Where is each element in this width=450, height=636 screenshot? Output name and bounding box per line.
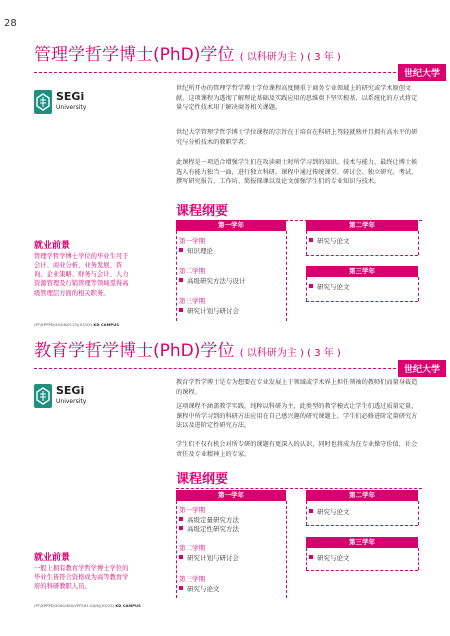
intro-paragraph: 教育学哲学博士是专为想要在专业发展上于领域或学术界上担任领袖的教师们而量身裁造的课程。 [176,379,418,396]
column-border [306,548,307,570]
term-label: 第三学期 [179,297,205,305]
program-code: (PT/KPPPD/343/8/0113)(03/25) KD CAMPUS [34,322,119,327]
program-title [34,336,341,361]
bullet-icon [179,248,183,252]
brand-tag: 世纪大学 [398,360,446,377]
course-item: 研究与论文 [309,282,350,291]
program-title-text: 管理学哲学博士(PhD)学位 [34,45,235,65]
column-border [306,277,307,301]
career-text: 一般上拥有教育学哲学博士学位的毕业生皆符合资格成为高等教育学府的科研教职人员。 [34,565,129,591]
year2-header: 第二学年 [306,490,418,501]
year1-header: 第一学年 [176,220,286,231]
segi-logo [34,382,92,412]
intro-paragraph: 这项课程不涵盖教学实践，纯粹以科研为主，此类型的教学模式让学生们透过质量定量、课程中所学习到的科研方法应用在自己感兴趣的研究课题上。学生们必修进阶定量研究方法以及进阶定性研究方法。 [176,403,418,430]
bullet-icon [179,517,183,521]
term-label: 第二学期 [179,544,205,552]
title-divider [34,72,446,73]
syllabus-title: 课程纲要 [176,472,229,487]
year3-header: 第三学年 [306,266,418,277]
year1-header: 第一学年 [176,490,286,501]
course-item: 知识理论 [179,246,213,255]
bullet-icon [179,526,183,530]
logo-subtext: University [56,398,87,405]
term-label: 第一学期 [179,506,205,514]
bullet-icon [309,238,313,242]
column-border [306,525,418,526]
column-border [176,231,177,321]
column-border [418,501,419,525]
column-border [306,231,307,255]
segi-emblem-icon [34,384,52,408]
column-border [286,231,287,321]
column-border [176,501,177,598]
segi-emblem-icon [34,90,52,114]
brand-tag: 世纪大学 [398,64,446,81]
column-border [418,548,419,570]
bullet-icon [179,308,183,312]
course-item: 研究与论文 [309,553,350,562]
page-number: 28 [4,18,17,29]
bullet-icon [179,586,183,590]
logo-name: SEGi [56,384,85,397]
syllabus-divider [176,488,422,489]
term-label: 第二学期 [179,267,205,275]
intro-paragraph: 世纪所开办的管理学哲学博士学位课程高度侧重于商务专业领域上的研究或学术原创文献。这项课程为透彻了解理论基础及实践应用的思维奠下坚实根基，以系统化的方式将定量与定性技术用于解决商务相关课题。 [176,85,418,112]
bullet-icon [179,555,183,559]
column-border [306,501,307,525]
column-border [306,301,418,302]
bullet-icon [309,284,313,288]
career-text: 管理学哲学博士学位的毕业生可于会计、商业分析、业务发展、咨询、企业策略、财务与会计、人力资源管理及行销管理等领域觅得高级管理层方面的相关职务。 [34,253,129,297]
column-border [306,570,418,571]
term-label: 第三学期 [179,575,205,583]
course-item: 研究与论文 [179,584,220,593]
course-item: 研究计划与研讨会 [179,553,239,562]
course-item: 高级定量研究方法 [179,515,239,524]
year3-header: 第三学年 [306,537,418,548]
course-item: 高级研究方法与设计 [179,276,246,285]
column-border [306,255,418,256]
logo-subtext: University [56,104,87,111]
career-heading: 就业前景 [34,241,71,251]
logo-name: SEGi [56,90,85,103]
program-code: (PT/KPPPD/3000/480/VPP181.0A/6)(03/25) KD CAMPUS [34,603,141,608]
title-divider [34,368,446,369]
segi-logo [34,88,92,118]
course-item: 研究计划与研讨会 [179,306,239,315]
program-title-text: 教育学哲学博士(PhD)学位 [34,341,235,361]
year2-header: 第二学年 [306,220,418,231]
program-subtitle: ( 以科研为主 ) ( 3 年 ) [239,52,341,63]
course-item: 研究与论文 [309,507,350,516]
program-subtitle: ( 以科研为主 ) ( 3 年 ) [239,348,341,359]
bullet-icon [309,555,313,559]
column-border [286,501,287,598]
bullet-icon [179,278,183,282]
course-item: 研究与论文 [309,236,350,245]
column-border [418,231,419,255]
column-border [418,277,419,301]
course-item: 高级定性研究方法 [179,524,239,533]
intro-paragraph: 世纪大学管理学哲学博士学位课程的宗旨在于培育在科研上驾轻就熟并且拥有高水平的研究与分析技术的教职学者。 [176,129,418,146]
syllabus-title: 课程纲要 [176,204,229,219]
career-heading: 就业前景 [34,553,71,563]
term-label: 第一学期 [179,237,205,245]
intro-paragraph: 学生们不仅有机会对所专研的课题有更深入的认识，同时也将成为在专业操守价值，社会责任及专业精神上的专家。 [176,441,418,458]
bullet-icon [309,509,313,513]
intro-paragraph: 此课程是一项适合增强学生们在攻读硕士时所学习到的知识、技术与能力，最终让博士候选人有能力独当一面，进行独立科研。课程中通过传统课堂、研讨会、独立研究、考试、撰写研究报告、工作坊、简报探课以及论文加强学生们的专业知识与技术。 [176,159,418,186]
program-title [34,40,341,65]
